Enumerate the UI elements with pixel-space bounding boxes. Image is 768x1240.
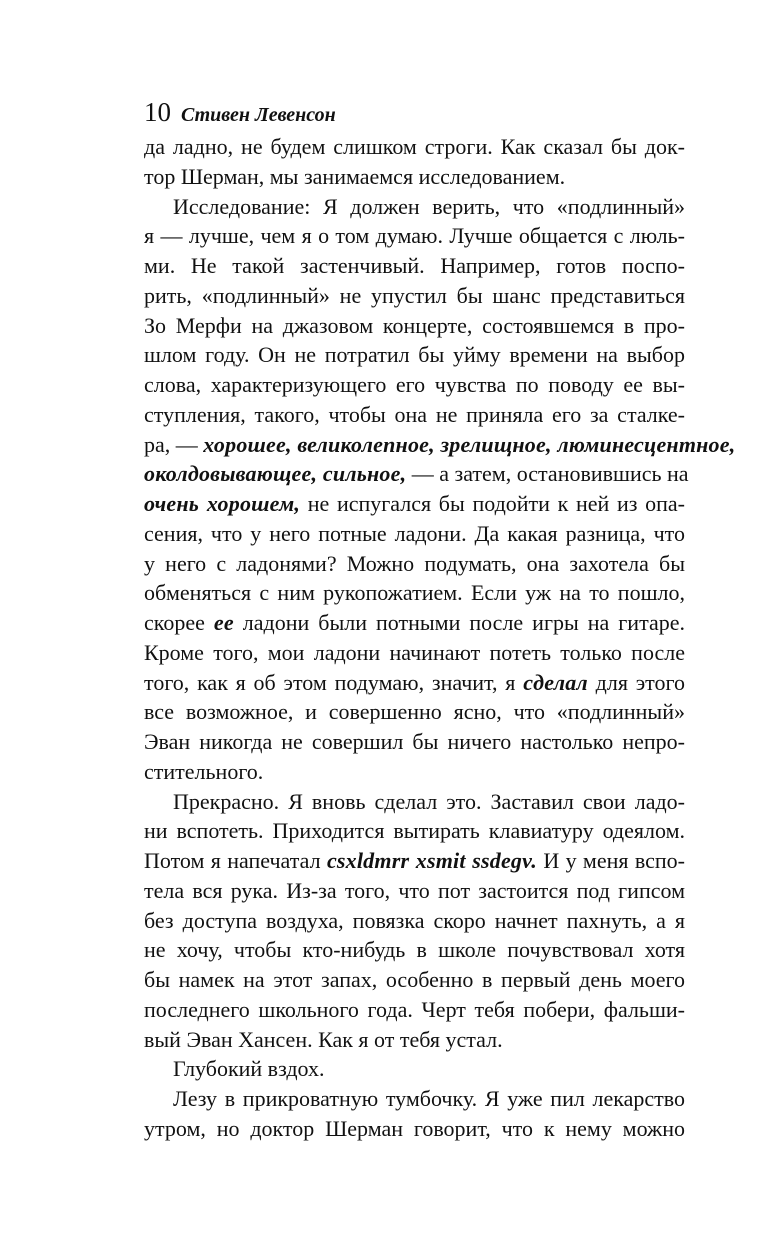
- text-line: Эван никогда не совершил бы ничего настолько непро-: [144, 729, 685, 754]
- text-line: Исследование: Я должен верить, что «подлинный»: [173, 193, 685, 219]
- page-number: 10: [144, 97, 171, 127]
- text-line: ступления, такого, чтобы она не приняла его за сталке-: [144, 401, 685, 427]
- text-line: без доступа воздуха, повязка скоро начнет пахнуть, а я: [144, 907, 685, 933]
- text-line: тор Шерман, мы занимаемся исследованием.: [144, 163, 566, 189]
- text-line: [144, 608, 685, 638]
- body-text: [144, 132, 736, 1144]
- text-line: ми. Не такой застенчивый. Например, готов поспо-: [144, 253, 685, 278]
- text-line: вый Эван Хансен. Как я от тебя устал.: [144, 1026, 503, 1052]
- text-run: И у меня вспо-: [536, 848, 685, 873]
- text-line: бы намек на этот запах, особенно в первый день моего: [144, 967, 685, 992]
- emphasis-run: сделал: [523, 669, 588, 695]
- text-run: скорее: [144, 610, 214, 635]
- text-line: стительного.: [144, 758, 264, 784]
- text-run: ладони были потными после игры на гитаре.: [233, 610, 685, 635]
- text-line: [144, 668, 685, 698]
- text-line: [144, 489, 685, 519]
- text-line: тела вся рука. Из-за того, что пот застоится под гипсом: [144, 877, 685, 903]
- text-run: Потом я напечатал: [144, 848, 327, 873]
- paragraph-3: [144, 787, 685, 1055]
- text-line: Глубокий вздох.: [173, 1056, 325, 1082]
- emphasis-run: околдовывающее, сильное,: [144, 461, 407, 487]
- text-line: [144, 459, 689, 489]
- text-line: Кроме того, мои ладони начинают потеть только после: [144, 639, 685, 665]
- text-line: обменяться с ним рукопожатием. Если уж на то пошло,: [144, 580, 685, 606]
- running-head: [144, 92, 685, 132]
- text-line: утром, но доктор Шерман говорит, что к нему можно: [144, 1115, 685, 1141]
- paragraph-1: [144, 132, 685, 192]
- text-line: не хочу, чтобы кто-нибудь в школе почувствовал хотя: [144, 937, 685, 963]
- paragraph-5: [144, 1084, 685, 1144]
- text-run: того, как я об этом подумаю, значит, я: [144, 669, 524, 695]
- text-line: шлом году. Он не потратил бы уйму времени на выбор: [144, 342, 685, 368]
- emphasis-run: ее: [213, 610, 234, 635]
- text-run: для этого: [587, 669, 685, 695]
- text-line: Лезу в прикроватную тумбочку. Я уже пил лекарство: [173, 1086, 685, 1111]
- text-line: Прекрасно. Я вновь сделал это. Заставил свои ладо-: [173, 788, 685, 814]
- text-run: ра, —: [144, 431, 204, 457]
- text-line: [144, 430, 736, 460]
- emphasis-run: очень хорошем,: [144, 491, 301, 516]
- text-line: я — лучше, чем я о том думаю. Лучше общается с люль-: [144, 223, 685, 249]
- text-line: Зо Мерфи на джазовом концерте, состоявшемся в про-: [144, 312, 685, 338]
- text-line: сения, что у него потные ладони. Да какая разница, что: [144, 520, 685, 546]
- text-line: слова, характеризующего его чувства по поводу ее вы-: [144, 372, 685, 397]
- text-line: все возможное, и совершенно ясно, что «подлинный»: [144, 699, 685, 725]
- text-line: ни вспотеть. Приходится вытирать клавиатуру одеялом.: [144, 818, 685, 844]
- emphasis-run: хорошее, великолепное, зрелищное, люминесцентное,: [203, 431, 736, 457]
- paragraph-4: [144, 1054, 685, 1084]
- text-run: не испугался бы подойти к ней из опа-: [300, 491, 685, 516]
- emphasis-run: csxldmrr xsmit ssdegv.: [326, 848, 537, 873]
- book-page: [144, 92, 736, 1144]
- text-line: да ладно, не будем слишком строги. Как сказал бы док-: [144, 134, 685, 159]
- running-title: Стивен Левенсон: [181, 104, 336, 126]
- text-run: — а затем, остановившись на: [406, 461, 689, 487]
- text-line: у него с ладонями? Можно подумать, она захотела бы: [144, 550, 685, 576]
- text-line: рить, «подлинный» не упустил бы шанс представиться: [144, 282, 685, 308]
- text-line: [144, 846, 685, 876]
- text-line: последнего школьного года. Черт тебя побери, фальши-: [144, 996, 685, 1022]
- paragraph-2: [144, 192, 736, 787]
